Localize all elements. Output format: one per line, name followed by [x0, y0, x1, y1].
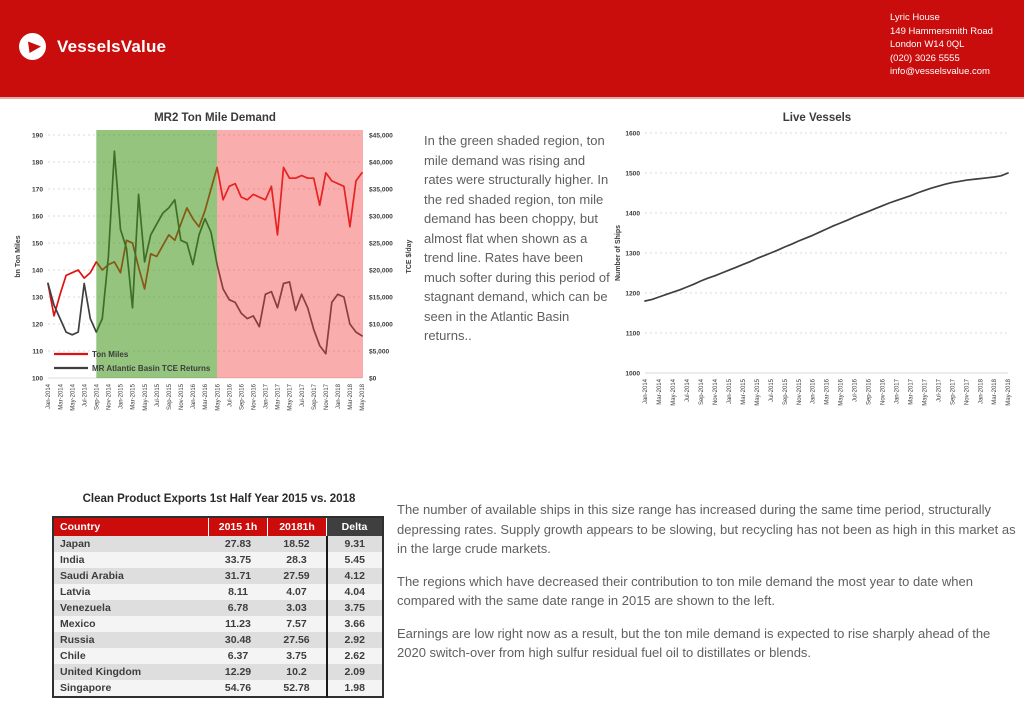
svg-text:1200: 1200 — [625, 290, 640, 298]
svg-text:Sep-2017: Sep-2017 — [311, 384, 318, 411]
svg-text:May-2018: May-2018 — [360, 384, 367, 411]
value-cell: 52.78 — [268, 680, 327, 697]
value-cell: 3.75 — [268, 648, 327, 664]
svg-text:$0: $0 — [369, 375, 377, 383]
value-cell: 9.31 — [327, 536, 384, 552]
svg-text:Nov-2016: Nov-2016 — [251, 384, 258, 411]
svg-text:170: 170 — [31, 186, 43, 194]
mr2-chart-title: MR2 Ton Mile Demand — [154, 112, 276, 124]
svg-text:Jan-2016: Jan-2016 — [810, 379, 817, 405]
line-live-vessels — [645, 173, 1008, 301]
svg-text:May-2018: May-2018 — [1006, 379, 1013, 406]
value-cell: 7.57 — [268, 616, 327, 632]
svg-text:$40,000: $40,000 — [369, 159, 393, 167]
table-row — [53, 584, 383, 600]
svg-text:120: 120 — [31, 321, 43, 329]
company-address — [890, 11, 993, 79]
paragraph: Earnings are low right now as a result, but the ton mile demand is expected to rise sharply ahead of the 2020 switch-over from high sulfur residual fuel oil to distillates or blends. — [397, 625, 991, 660]
mr2-chart-plot — [8, 108, 422, 444]
value-cell: 2.92 — [327, 632, 384, 648]
value-cell: 3.75 — [327, 600, 384, 616]
value-cell: 4.07 — [268, 584, 327, 600]
svg-text:May-2015: May-2015 — [142, 384, 149, 411]
svg-text:Jan-2014: Jan-2014 — [46, 384, 53, 410]
value-cell: 11.23 — [209, 616, 268, 632]
value-cell: 1.98 — [327, 680, 384, 697]
shaded-regions — [96, 130, 363, 378]
svg-text:Nov-2017: Nov-2017 — [964, 379, 971, 406]
table-row — [53, 552, 383, 568]
svg-text:Jul-2016: Jul-2016 — [227, 384, 234, 408]
svg-text:$25,000: $25,000 — [369, 240, 393, 248]
table-row — [53, 600, 383, 616]
table-row — [53, 568, 383, 584]
value-cell: 2.09 — [327, 664, 384, 680]
green-shaded-region — [96, 130, 217, 378]
column-header: 2015 1h — [209, 517, 268, 536]
svg-text:Mar-2016: Mar-2016 — [203, 384, 210, 410]
svg-text:140: 140 — [31, 267, 43, 275]
svg-text:Mar-2017: Mar-2017 — [275, 384, 282, 410]
svg-text:$10,000: $10,000 — [369, 321, 393, 329]
value-cell: 3.03 — [268, 600, 327, 616]
axis-ticks — [625, 130, 640, 377]
value-cell: 6.37 — [209, 648, 268, 664]
value-cell: 12.29 — [209, 664, 268, 680]
analysis-paragraphs — [397, 500, 1017, 676]
value-cell: 4.12 — [327, 568, 384, 584]
value-cell: 54.76 — [209, 680, 268, 697]
vesselsvalue-logo — [19, 33, 166, 60]
svg-text:May-2014: May-2014 — [671, 379, 678, 406]
table-row — [53, 632, 383, 648]
svg-text:110: 110 — [32, 348, 43, 356]
svg-text:Jul-2017: Jul-2017 — [299, 384, 306, 408]
svg-text:May-2015: May-2015 — [754, 379, 761, 406]
svg-text:1000: 1000 — [625, 370, 640, 378]
svg-text:100: 100 — [31, 375, 43, 383]
svg-text:Mar-2015: Mar-2015 — [130, 384, 137, 410]
mr2-ton-mile-demand-chart — [8, 108, 422, 444]
country-cell: Singapore — [53, 680, 209, 697]
play-triangle-icon — [28, 40, 41, 53]
svg-text:Mar-2018: Mar-2018 — [992, 379, 999, 405]
live-chart-plot — [612, 108, 1022, 444]
country-cell: Venezuela — [53, 600, 209, 616]
value-cell: 3.66 — [327, 616, 384, 632]
svg-text:190: 190 — [31, 132, 43, 140]
country-cell: Russia — [53, 632, 209, 648]
table-header — [53, 517, 383, 536]
svg-text:Nov-2015: Nov-2015 — [179, 384, 186, 411]
address-line: London W14 0QL — [890, 39, 965, 50]
left-axis-label: Number of Ships — [615, 224, 622, 282]
svg-text:May-2017: May-2017 — [287, 384, 294, 411]
table-row — [53, 536, 383, 552]
svg-text:Mar-2018: Mar-2018 — [348, 384, 355, 410]
address-line: 149 Hammersmith Road — [890, 25, 993, 37]
svg-text:Sep-2014: Sep-2014 — [94, 384, 101, 411]
exports-table-title: Clean Product Exports 1st Half Year 2015 vs. 2018 — [82, 493, 356, 505]
country-cell: Chile — [53, 648, 209, 664]
svg-text:Sep-2017: Sep-2017 — [950, 379, 957, 406]
svg-text:180: 180 — [31, 159, 43, 167]
value-cell: 18.52 — [268, 536, 327, 552]
svg-text:Jul-2014: Jul-2014 — [685, 379, 692, 403]
svg-text:Sep-2014: Sep-2014 — [699, 379, 706, 406]
svg-text:Sep-2015: Sep-2015 — [166, 384, 173, 411]
address-line: (020) 3026 5555 — [890, 52, 960, 64]
svg-text:Jan-2017: Jan-2017 — [894, 379, 901, 405]
table-row — [53, 648, 383, 664]
svg-text:$30,000: $30,000 — [369, 213, 393, 221]
red-shaded-region — [217, 130, 363, 378]
country-cell: United Kingdom — [53, 664, 209, 680]
svg-text:Jan-2016: Jan-2016 — [191, 384, 198, 410]
svg-text:$35,000: $35,000 — [369, 186, 393, 194]
svg-text:Mar-2017: Mar-2017 — [908, 379, 915, 405]
value-cell: 28.3 — [268, 552, 327, 568]
svg-text:Jan-2018: Jan-2018 — [978, 379, 985, 405]
svg-text:130: 130 — [31, 294, 43, 302]
svg-text:Sep-2016: Sep-2016 — [866, 379, 873, 406]
left-axis-label: bn Ton Miles — [15, 235, 22, 278]
svg-text:Jan-2017: Jan-2017 — [263, 384, 270, 410]
svg-text:Jan-2018: Jan-2018 — [336, 384, 343, 410]
svg-text:Jul-2016: Jul-2016 — [852, 379, 859, 403]
address-line: info@vesselsvalue.com — [890, 66, 990, 77]
country-cell: Mexico — [53, 616, 209, 632]
table-body — [53, 536, 383, 697]
svg-text:May-2016: May-2016 — [215, 384, 222, 411]
value-cell: 2.62 — [327, 648, 384, 664]
series-lines — [645, 173, 1008, 301]
column-header: Country — [53, 517, 209, 536]
svg-text:Jan-2014: Jan-2014 — [643, 379, 650, 405]
value-cell: 27.83 — [209, 536, 268, 552]
svg-text:Jul-2015: Jul-2015 — [154, 384, 161, 408]
value-cell: 33.75 — [209, 552, 268, 568]
x-axis-labels — [46, 383, 366, 410]
svg-text:Mar-2015: Mar-2015 — [740, 379, 747, 405]
paragraph: The number of available ships in this size range has increased during the same time period, structurally depressing rates. Supply growth appears to be slowing, but recycling has not been as high in this market as in the large crude markets. — [397, 502, 1016, 556]
svg-text:$5,000: $5,000 — [369, 348, 390, 356]
value-cell: 10.2 — [268, 664, 327, 680]
country-cell: Latvia — [53, 584, 209, 600]
svg-text:150: 150 — [31, 240, 43, 248]
svg-text:1100: 1100 — [625, 330, 640, 338]
x-axis-labels — [643, 378, 1012, 405]
value-cell: 27.56 — [268, 632, 327, 648]
clean-product-exports-table — [52, 516, 384, 698]
svg-text:1500: 1500 — [625, 170, 640, 178]
svg-text:$15,000: $15,000 — [369, 294, 393, 302]
paragraph: The regions which have decreased their contribution to ton mile demand the most year to date when compared with the same date range in 2015 are shown to the left. — [397, 573, 973, 608]
svg-text:Jan-2015: Jan-2015 — [726, 379, 733, 405]
svg-text:Jul-2017: Jul-2017 — [936, 379, 943, 403]
svg-text:Nov-2015: Nov-2015 — [796, 379, 803, 406]
svg-text:Ton Miles: Ton Miles — [92, 349, 129, 359]
svg-text:Jul-2015: Jul-2015 — [768, 379, 775, 403]
chart-commentary-note: In the green shaded region, ton mile demand was rising and rates were structurally higher. In the red shaded region, ton mile demand has been choppy, but almost flat when shown as a trend line. Rates have been much softer during this period of stagnant demand, which can be seen in the Atlantic Basin returns.. — [424, 133, 610, 343]
country-cell: India — [53, 552, 209, 568]
value-cell: 30.48 — [209, 632, 268, 648]
svg-text:Nov-2016: Nov-2016 — [880, 379, 887, 406]
value-cell: 27.59 — [268, 568, 327, 584]
svg-text:Mar-2014: Mar-2014 — [657, 379, 664, 405]
value-cell: 4.04 — [327, 584, 384, 600]
svg-text:Sep-2016: Sep-2016 — [239, 384, 246, 411]
svg-text:May-2017: May-2017 — [922, 379, 929, 406]
header-banner — [0, 0, 1024, 99]
svg-text:Nov-2014: Nov-2014 — [713, 379, 720, 406]
table-row — [53, 664, 383, 680]
svg-text:1600: 1600 — [625, 130, 640, 138]
svg-text:Mar-2016: Mar-2016 — [824, 379, 831, 405]
column-header: Delta — [327, 517, 384, 536]
country-cell: Japan — [53, 536, 209, 552]
logo-circle-icon — [19, 33, 46, 60]
column-header: 20181h — [268, 517, 327, 536]
brand-name: VesselsValue — [57, 36, 167, 56]
svg-text:MR Atlantic Basin TCE Returns: MR Atlantic Basin TCE Returns — [92, 363, 211, 373]
svg-text:$20,000: $20,000 — [369, 267, 393, 275]
svg-text:160: 160 — [31, 213, 43, 221]
live-vessels-chart — [612, 108, 1022, 444]
table-row — [53, 616, 383, 632]
table-row — [53, 680, 383, 697]
svg-text:1400: 1400 — [625, 210, 640, 218]
value-cell: 8.11 — [209, 584, 268, 600]
svg-text:Mar-2014: Mar-2014 — [58, 384, 65, 410]
live-chart-title: Live Vessels — [782, 112, 852, 124]
country-cell: Saudi Arabia — [53, 568, 209, 584]
value-cell: 5.45 — [327, 552, 384, 568]
svg-text:Jan-2015: Jan-2015 — [118, 384, 125, 410]
address-line: Lyric House — [890, 12, 940, 23]
svg-text:Sep-2015: Sep-2015 — [782, 379, 789, 406]
svg-text:Nov-2017: Nov-2017 — [323, 384, 330, 411]
svg-text:Jul-2014: Jul-2014 — [82, 384, 89, 408]
gridlines — [645, 133, 1008, 373]
svg-text:May-2014: May-2014 — [70, 384, 77, 411]
right-axis-label: TCE $/day — [406, 239, 413, 274]
value-cell: 6.78 — [209, 600, 268, 616]
value-cell: 31.71 — [209, 568, 268, 584]
svg-text:May-2016: May-2016 — [838, 379, 845, 406]
svg-text:1300: 1300 — [625, 250, 640, 258]
svg-text:$45,000: $45,000 — [369, 132, 393, 140]
svg-text:Nov-2014: Nov-2014 — [106, 384, 113, 411]
